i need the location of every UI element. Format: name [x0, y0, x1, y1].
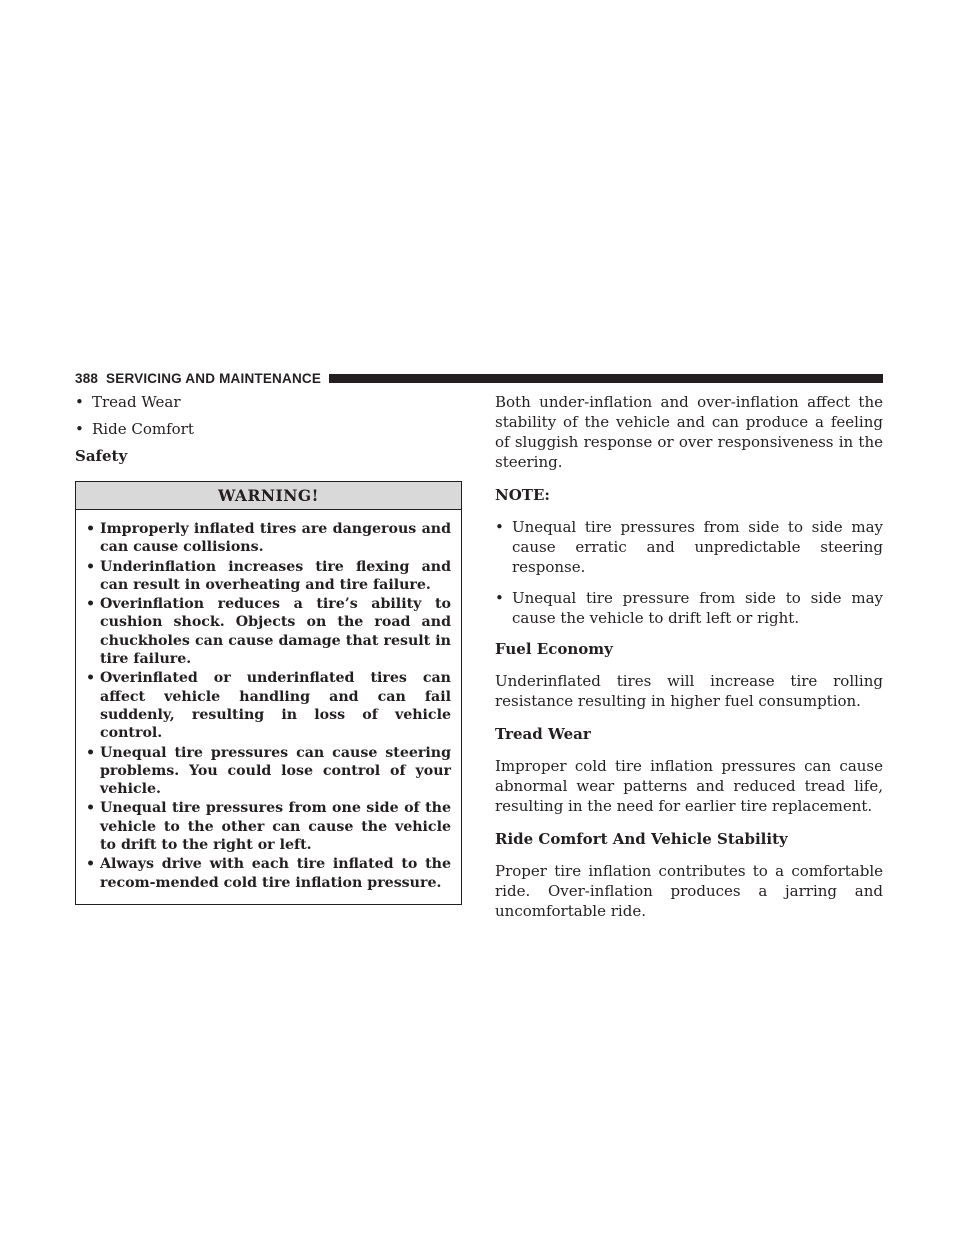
note-list — [495, 517, 883, 628]
tread-wear-heading: Tread Wear — [495, 725, 591, 743]
safety-heading: Safety — [75, 447, 128, 465]
left-column — [75, 392, 462, 905]
list-item: • Ride Comfort — [75, 419, 462, 439]
ride-comfort-paragraph: Proper tire inflation contributes to a comfortable ride. Over-inflation produces a jarring and uncomfortable ride. — [495, 862, 883, 920]
warning-body — [76, 510, 461, 904]
page-header — [75, 369, 883, 387]
warning-item: • Unequal tire pressures can cause steering problems. You could lose control of your vehicle. — [86, 744, 451, 799]
warning-box — [75, 481, 462, 905]
warning-title: WARNING! — [76, 482, 461, 510]
list-item: • Tread Wear — [75, 392, 462, 412]
warning-item: • Always drive with each tire inflated to the recom-mended cold tire inflation pressure. — [86, 855, 451, 892]
warning-item: • Overinflated or underinflated tires can affect vehicle handling and can fail suddenly, resulting in loss of vehicle control. — [86, 669, 451, 742]
tread-wear-paragraph: Improper cold tire inflation pressures can cause abnormal wear patterns and reduced tread life, resulting in the need for earlier tire replacement. — [495, 757, 883, 815]
warning-list — [86, 520, 451, 892]
note-item: • Unequal tire pressures from side to side may cause erratic and unpredictable steering response. — [495, 517, 883, 577]
warning-item: • Improperly inflated tires are dangerous and can cause collisions. — [86, 520, 451, 557]
ride-comfort-heading: Ride Comfort And Vehicle Stability — [495, 830, 788, 848]
section-title: SERVICING AND MAINTENANCE — [106, 370, 322, 386]
right-column — [495, 392, 883, 934]
top-bullet-list — [75, 392, 462, 439]
note-item: • Unequal tire pressure from side to side may cause the vehicle to drift left or right. — [495, 588, 883, 628]
warning-item: • Overinflation reduces a tire’s ability to cushion shock. Objects on the road and chuckholes can cause damage that result in tire failure. — [86, 595, 451, 668]
warning-item: • Underinflation increases tire flexing and can result in overheating and tire failure. — [86, 558, 451, 595]
note-heading: NOTE: — [495, 486, 550, 504]
fuel-economy-heading: Fuel Economy — [495, 640, 613, 658]
header-rule — [329, 374, 883, 383]
warning-item: • Unequal tire pressures from one side of the vehicle to the other can cause the vehicle to drift to the right or left. — [86, 799, 451, 854]
page-number: 388 — [75, 370, 99, 386]
header-label — [75, 371, 329, 386]
fuel-economy-paragraph: Underinflated tires will increase tire rolling resistance resulting in higher fuel consumption. — [495, 672, 883, 710]
intro-paragraph: Both under-inflation and over-inflation affect the stability of the vehicle and can produce a feeling of sluggish response or over responsiveness in the steering. — [495, 393, 883, 471]
